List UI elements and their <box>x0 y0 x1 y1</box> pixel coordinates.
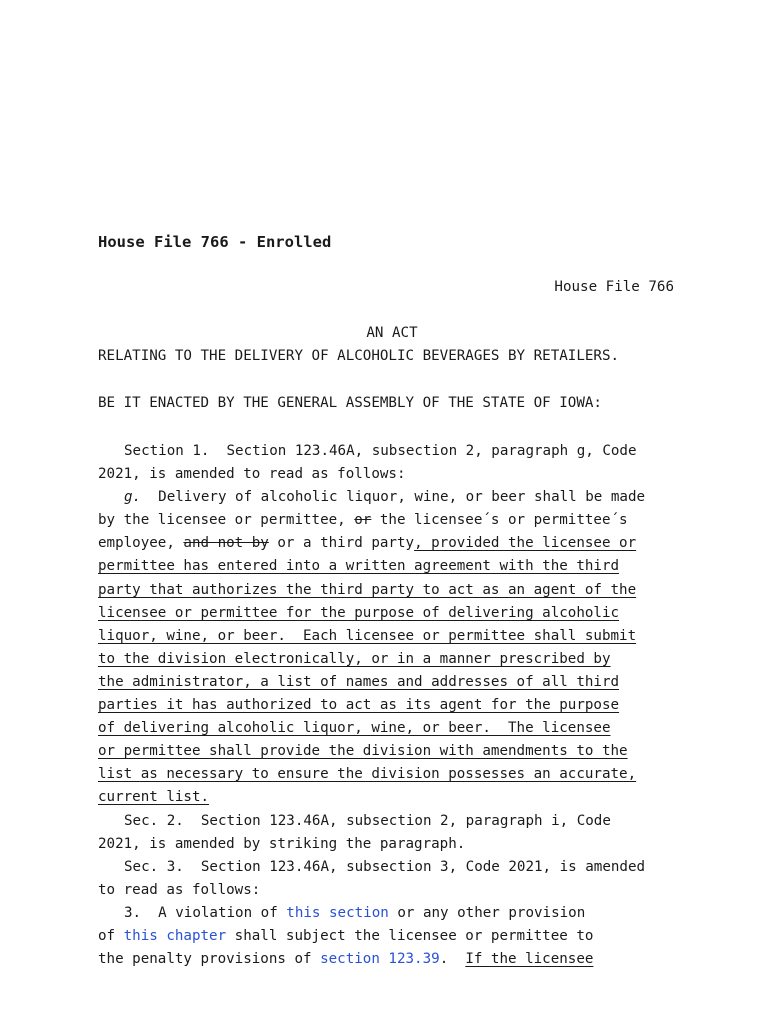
paragraph-label: g. <box>124 489 142 506</box>
sec1-line <box>98 532 698 555</box>
sec3-line <box>98 948 698 971</box>
sec3-line: Sec. 3. Section 123.46A, subsection 3, Code 2021, is amended <box>124 858 646 875</box>
text-run: the penalty provisions of <box>98 951 321 968</box>
inserted-line: list as necessary to ensure the division possesses an accurate, <box>98 766 637 783</box>
sec2-line: Sec. 2. Section 123.46A, subsection 2, paragraph i, Code <box>124 812 611 829</box>
paragraph-g-line <box>98 486 698 509</box>
text-run: employee, <box>98 535 184 552</box>
struck-text: or <box>354 512 372 529</box>
enacting-clause: BE IT ENACTED BY THE GENERAL ASSEMBLY OF THE STATE OF IOWA: <box>98 395 602 411</box>
text-run: . <box>439 951 466 968</box>
act-title: AN ACT <box>366 325 418 341</box>
bill-title: House File 766 <box>554 279 674 295</box>
inserted-line: or permittee shall provide the division with amendments to the <box>98 743 628 760</box>
inserted-line: to the division electronically, or in a manner prescribed by <box>98 650 611 667</box>
struck-text: and not by <box>183 535 269 552</box>
text-run: or a third party <box>268 535 415 552</box>
text-run: Delivery of alcoholic liquor, wine, or beer shall be made <box>141 489 646 506</box>
section-123-39-link[interactable]: section 123.39 <box>320 951 440 968</box>
inserted-line: permittee has entered into a written agreement with the third <box>98 558 620 575</box>
inserted-line: liquor, wine, or beer. Each licensee or permittee shall submit <box>98 627 637 644</box>
text-run: of <box>98 927 124 944</box>
inserted-line: the administrator, a list of names and addresses of all third <box>98 673 620 690</box>
this-section-link[interactable]: this section <box>286 904 389 921</box>
text-run: or any other provision <box>388 904 586 921</box>
inserted-line: of delivering alcoholic liquor, wine, or beer. The licensee <box>98 720 611 737</box>
sec1-line: 2021, is amended to read as follows: <box>98 466 406 483</box>
inserted-line: current list. <box>98 789 210 806</box>
inserted-text: , provided the licensee or <box>414 535 637 552</box>
inserted-text: If the licensee <box>465 951 594 968</box>
bill-body <box>98 440 698 971</box>
document-heading: House File 766 - Enrolled <box>98 233 332 251</box>
sec3-line <box>98 925 698 948</box>
text-run: shall subject the licensee or permittee to <box>226 927 594 944</box>
this-chapter-link[interactable]: this chapter <box>123 927 227 944</box>
text-run: the licensee´s or permittee´s <box>371 512 628 529</box>
inserted-line: party that authorizes the third party to act as an agent of the <box>98 581 637 598</box>
sec2-line: 2021, is amended by striking the paragraph. <box>98 835 466 852</box>
sec3-line <box>98 902 698 925</box>
inserted-line: licensee or permittee for the purpose of delivering alcoholic <box>98 604 620 621</box>
text-run: 3. A violation of <box>124 904 287 921</box>
text-run: by the licensee or permittee, <box>98 512 355 529</box>
sec1-line: Section 1. Section 123.46A, subsection 2, paragraph g, Code <box>124 443 637 459</box>
act-subject: RELATING TO THE DELIVERY OF ALCOHOLIC BEVERAGES BY RETAILERS. <box>98 348 620 364</box>
inserted-line: parties it has authorized to act as its agent for the purpose <box>98 697 620 714</box>
sec1-line <box>98 509 698 532</box>
sec3-line: to read as follows: <box>98 881 261 898</box>
